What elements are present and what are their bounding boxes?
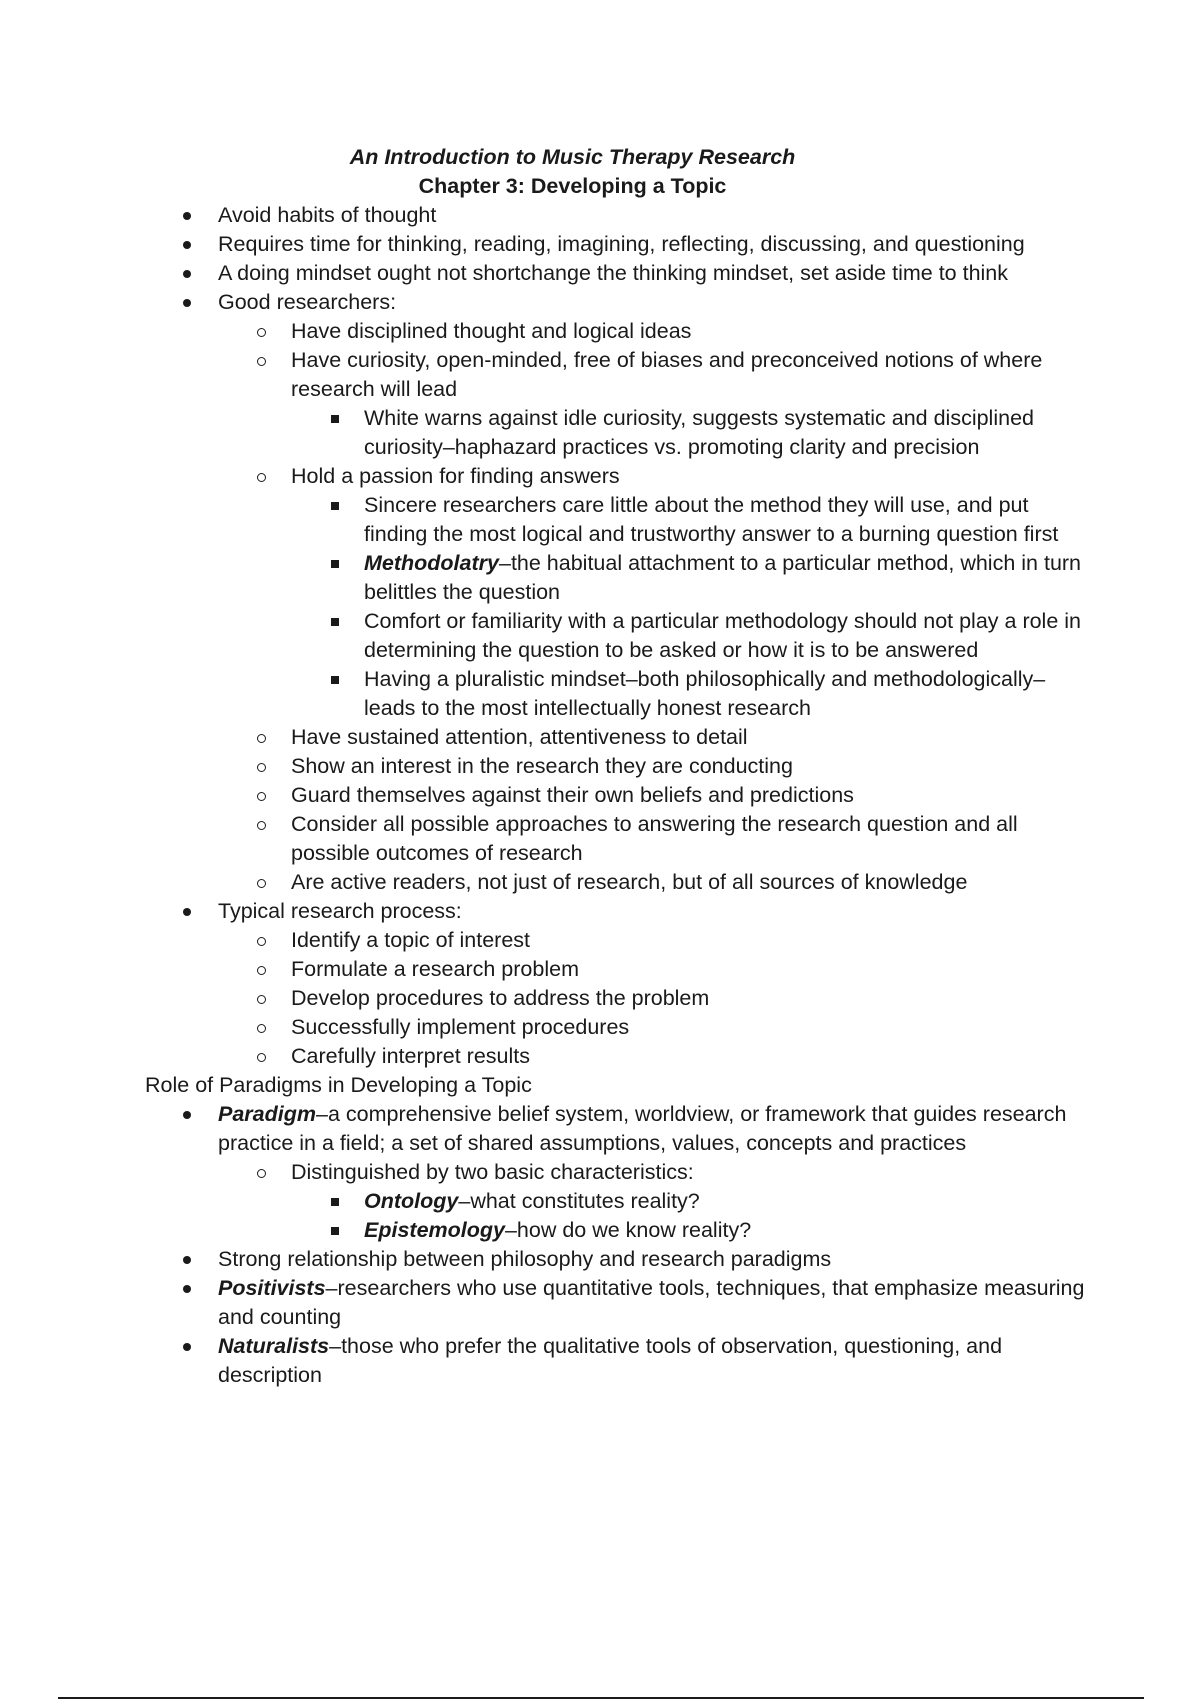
list-item: [291, 549, 1095, 607]
curiosity-sublist: [291, 404, 1095, 462]
methodolatry-definition: –the habitual attachment to a particular method, which in turn belittles the question: [364, 551, 1082, 604]
list-item: A doing mindset ought not shortchange the thinking mindset, set aside time to think: [145, 259, 1095, 288]
methodolatry-term: Methodolatry: [364, 551, 499, 575]
section-heading-paradigms: Role of Paradigms in Developing a Topic: [145, 1073, 532, 1097]
paradigm-term: Paradigm: [218, 1102, 316, 1126]
list-item: Comfort or familiarity with a particular methodology should not play a role in determining the question to be asked or how it is to be answered: [291, 607, 1095, 665]
positivists-definition: –researchers who use quantitative tools, techniques, that emphasize measuring and counting: [218, 1276, 1085, 1329]
naturalists-term: Naturalists: [218, 1334, 330, 1358]
list-item: Show an interest in the research they are conducting: [218, 752, 1095, 781]
paradigm-definition: –a comprehensive belief system, worldview, or framework that guides research practice in a field; a set of shared assumptions, values, concepts and practices: [218, 1102, 1067, 1155]
curiosity-text: Have curiosity, open-minded, free of biases and preconceived notions of where research will lead: [291, 348, 1043, 401]
chapter-title: Chapter 3: Developing a Topic: [418, 174, 727, 198]
list-item: Successfully implement procedures: [218, 1013, 1095, 1042]
list-item: White warns against idle curiosity, suggests systematic and disciplined curiosity–haphazard practices vs. promoting clarity and precision: [291, 404, 1095, 462]
list-item: Identify a topic of interest: [218, 926, 1095, 955]
paradigms-bullet-list: [145, 1100, 1095, 1390]
main-bullet-list: [145, 201, 1095, 1071]
footer-divider: [58, 1697, 1144, 1699]
list-item: [218, 1158, 1095, 1245]
document-page: [145, 143, 1095, 1390]
list-item: Carefully interpret results: [218, 1042, 1095, 1071]
good-researchers-list: [218, 317, 1095, 897]
process-steps-list: [218, 926, 1095, 1071]
ontology-term: Ontology: [364, 1189, 459, 1213]
list-item: Consider all possible approaches to answering the research question and all possible outcomes of research: [218, 810, 1095, 868]
list-item: [291, 1187, 1095, 1216]
list-item: [218, 346, 1095, 462]
list-item: [145, 1100, 1095, 1245]
good-researchers-label: Good researchers:: [218, 290, 397, 314]
title-block: [0, 143, 1200, 201]
list-item: [291, 1216, 1095, 1245]
naturalists-definition: –those who prefer the qualitative tools of observation, questioning, and description: [218, 1334, 1003, 1387]
list-item: Sincere researchers care little about the method they will use, and put finding the most logical and trustworthy answer to a burning question first: [291, 491, 1095, 549]
list-item: Are active readers, not just of research, but of all sources of knowledge: [218, 868, 1095, 897]
list-item: Develop procedures to address the problem: [218, 984, 1095, 1013]
characteristics-list: [291, 1187, 1095, 1245]
list-item: [145, 897, 1095, 1071]
positivists-term: Positivists: [218, 1276, 326, 1300]
passion-sublist: [291, 491, 1095, 723]
list-item: Have sustained attention, attentiveness to detail: [218, 723, 1095, 752]
epistemology-definition: –how do we know reality?: [504, 1218, 752, 1242]
list-item: Having a pluralistic mindset–both philosophically and methodologically–leads to the most intellectually honest research: [291, 665, 1095, 723]
list-item: Strong relationship between philosophy and research paradigms: [145, 1245, 1095, 1274]
ontology-definition: –what constitutes reality?: [458, 1189, 700, 1213]
distinguished-text: Distinguished by two basic characteristics:: [291, 1160, 694, 1184]
passion-text: Hold a passion for finding answers: [291, 464, 620, 488]
paradigm-sublist: [218, 1158, 1095, 1245]
list-item: [145, 1332, 1095, 1390]
list-item: Have disciplined thought and logical ideas: [218, 317, 1095, 346]
document-title: An Introduction to Music Therapy Research: [349, 145, 796, 169]
list-item: [145, 288, 1095, 897]
list-item: Avoid habits of thought: [145, 201, 1095, 230]
list-item: [145, 1274, 1095, 1332]
epistemology-term: Epistemology: [364, 1218, 505, 1242]
process-label: Typical research process:: [218, 899, 462, 923]
list-item: Requires time for thinking, reading, imagining, reflecting, discussing, and questioning: [145, 230, 1095, 259]
list-item: Guard themselves against their own beliefs and predictions: [218, 781, 1095, 810]
list-item: [218, 462, 1095, 723]
list-item: Formulate a research problem: [218, 955, 1095, 984]
